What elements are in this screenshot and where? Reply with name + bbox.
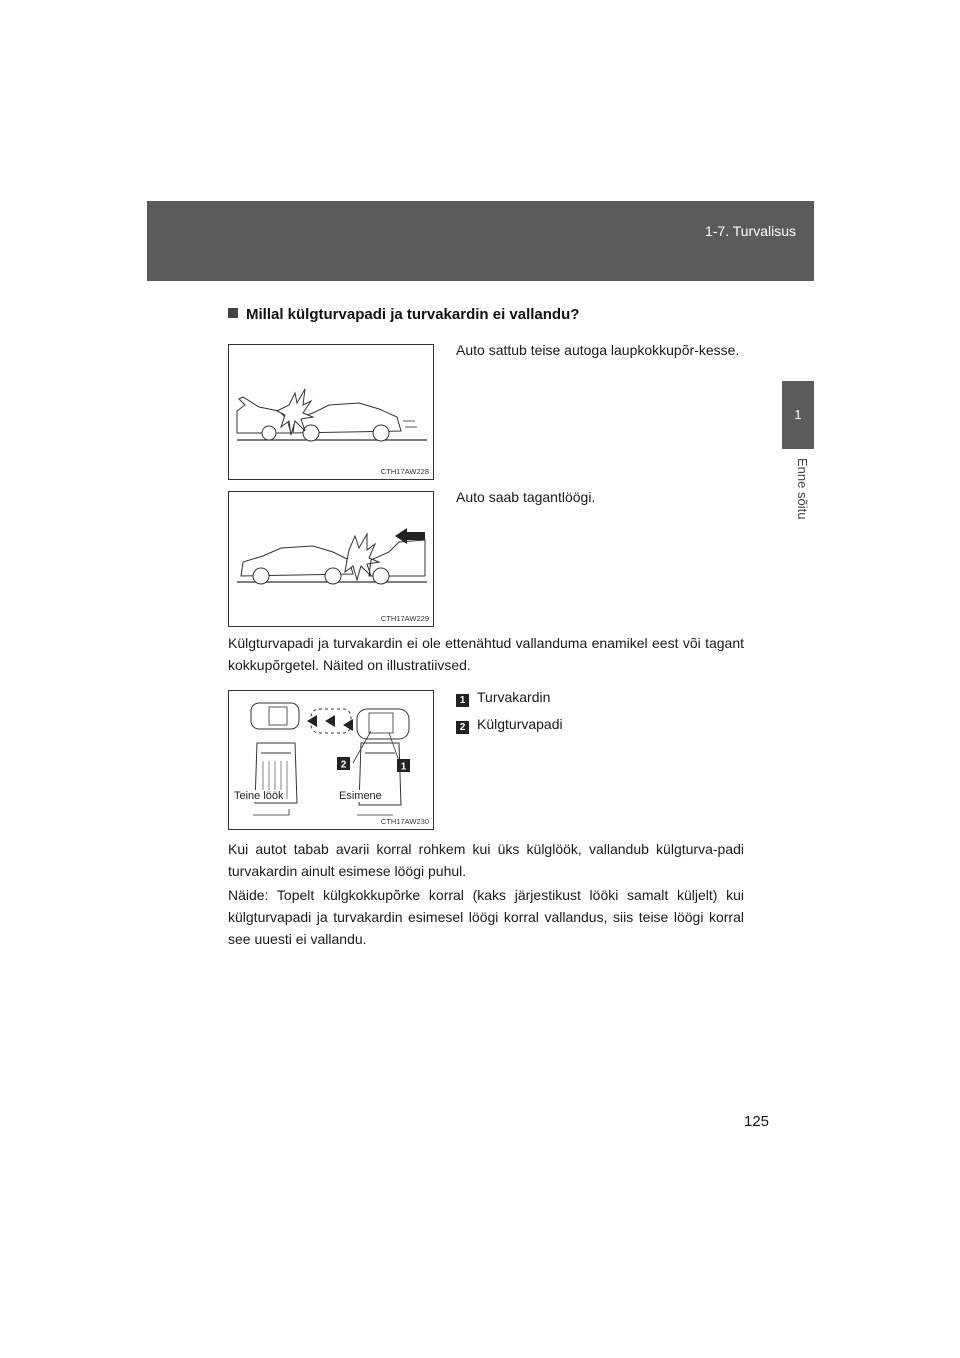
figure-code: CTH17AW228 — [380, 467, 429, 476]
figure-rear-collision — [228, 491, 434, 627]
badge-2: 2 — [340, 759, 347, 771]
section-heading — [228, 306, 579, 323]
legend-label: Turvakardin — [477, 689, 551, 705]
page-number: 125 — [744, 1113, 770, 1130]
number-badge: 1 — [456, 694, 469, 707]
figure-2-caption: Auto saab tagantlöögi. — [456, 489, 596, 505]
label-first-impact: Esimene — [339, 790, 382, 802]
figure-code: CTH17AW230 — [380, 817, 429, 826]
figure-side-impacts — [228, 690, 434, 830]
legend-label: Külgturvapadi — [477, 716, 563, 732]
side-impact-illustration — [229, 691, 435, 831]
chapter-tab: 1 — [782, 381, 814, 449]
legend-item-side-airbag — [456, 716, 563, 734]
figure-1-caption: Auto sattub teise autoga laupkokkupõr-kesse. — [456, 342, 740, 358]
heading-text: Millal külgturvapadi ja turvakardin ei vallandu? — [246, 306, 580, 323]
section-title: 1-7. Turvalisus — [704, 223, 796, 239]
square-bullet-icon — [228, 308, 238, 318]
rear-collision-illustration — [229, 492, 435, 628]
badge-1: 1 — [400, 761, 407, 773]
number-badge: 2 — [456, 721, 469, 734]
figure-frontal-collision — [228, 344, 434, 480]
paragraph-example: Näide: Topelt külgkokkupõrke korral (kaks järjestikust lööki samalt küljelt) kui külgturvapadi ja turvakardin esimesel löögi korral vallandus, siis teise löögi korral see uuesti ei vallandu. — [228, 887, 744, 947]
paragraph-general: Külgturvapadi ja turvakardin ei ole ettenähtud vallanduma enamikel eest või tagant kokkupõrgetel. Näited on illustratiivsed. — [228, 635, 744, 673]
chapter-label: Enne sõitu — [795, 458, 810, 520]
frontal-collision-illustration — [229, 345, 435, 481]
legend-item-curtain — [456, 689, 550, 707]
paragraph-multiple-impacts: Kui autot tabab avarii korral rohkem kui üks külglöök, vallandub külgturva-padi turvakardin ainult esimese löögi puhul. — [228, 841, 744, 879]
header-band — [147, 201, 814, 281]
figure-code: CTH17AW229 — [380, 614, 429, 623]
label-second-impact: Teine löök — [234, 790, 284, 802]
